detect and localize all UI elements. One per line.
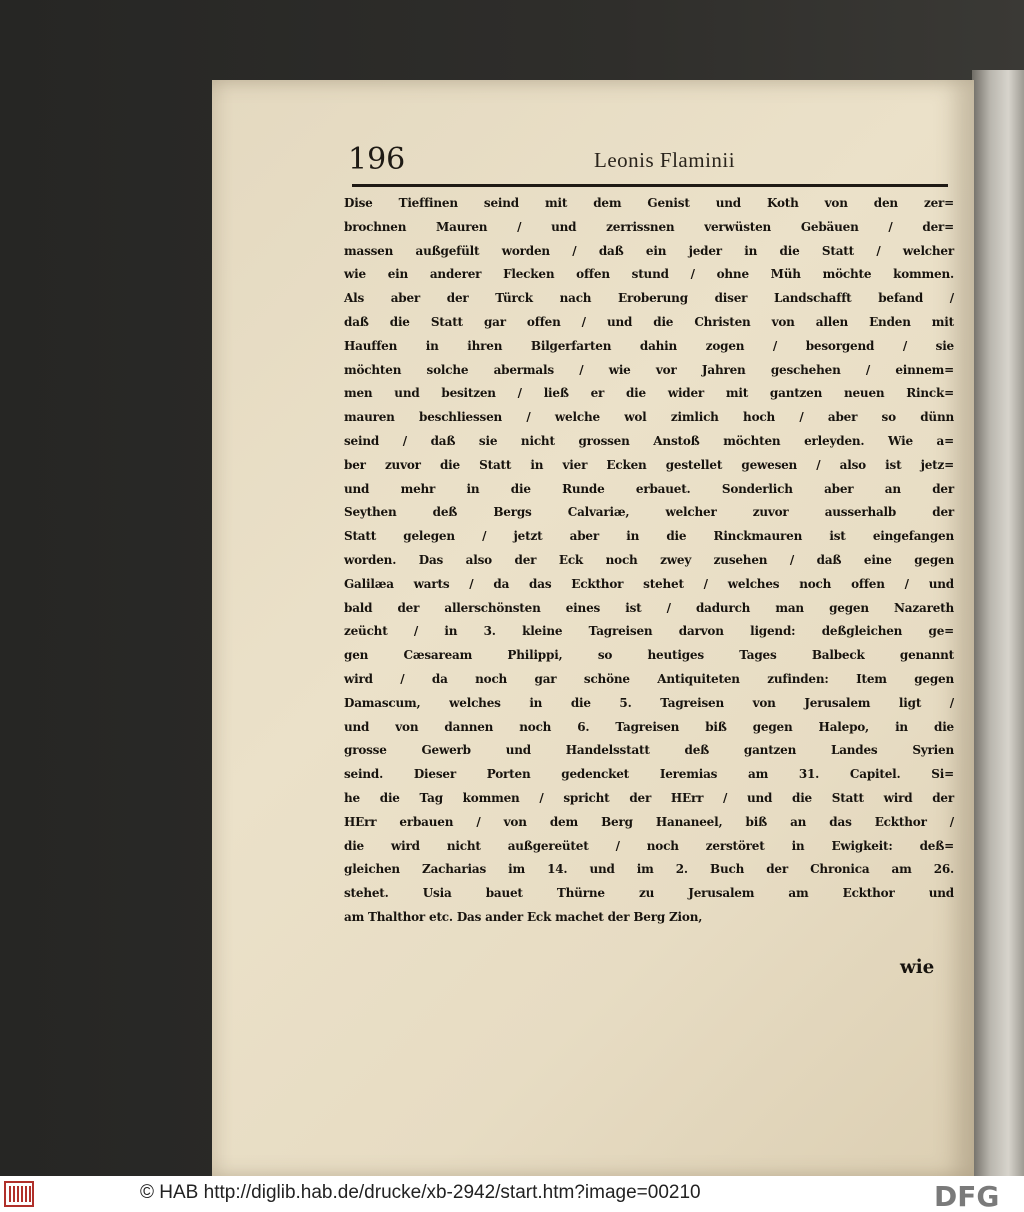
text-line: brochnen Mauren / und zerrissnen verwüsten Gebäuen / der=	[344, 219, 954, 234]
dfg-logo-icon	[934, 1181, 1020, 1209]
text-line: zeücht / in 3. kleine Tagreisen darvon ligend: deßgleichen ge=	[344, 624, 954, 639]
text-line: die wird nicht außgereütet / noch zerstöret in Ewigkeit: deß=	[344, 838, 954, 853]
catchword: wie	[900, 957, 935, 978]
text-line: Damascum, welches in die 5. Tagreisen von Jerusalem ligt /	[344, 695, 954, 710]
text-line: stehet. Usia bauet Thürne zu Jerusalem am Eckthor und	[344, 886, 954, 901]
text-line: gen Cæsaream Philippi, so heutiges Tages Balbeck genannt	[344, 648, 954, 663]
text-line: mauren beschliessen / welche wol zimlich hoch / aber so dünn	[344, 410, 954, 425]
text-line: he die Tag kommen / spricht der HErr / und die Statt wird der	[344, 790, 954, 805]
text-line: am Thalthor etc. Das ander Eck machet der Berg Zion,	[344, 909, 703, 924]
text-line: Statt gelegen / jetzt aber in die Rinckmauren ist eingefangen	[344, 529, 954, 544]
adjacent-page-edge	[972, 70, 1024, 1180]
text-line: möchten solche abermals / wie vor Jahren geschehen / einnem=	[344, 362, 954, 377]
footer-bar	[0, 1176, 1024, 1212]
text-line: massen außgefült worden / daß ein jeder in die Statt / welcher	[344, 243, 954, 258]
copyright-link[interactable]: © HAB http://diglib.hab.de/drucke/xb-2942/start.htm?image=00210	[140, 1182, 701, 1203]
text-line: grosse Gewerb und Handelsstatt deß gantzen Landes Syrien	[344, 743, 954, 758]
text-line: gleichen Zacharias im 14. und im 2. Buch der Chronica am 26.	[344, 862, 954, 877]
text-line: Seythen deß Bergs Calvariæ, welcher zuvor ausserhalb der	[344, 505, 954, 520]
text-line: bald der allerschönsten eines ist / dadurch man gegen Nazareth	[344, 600, 954, 615]
svg-text:DFG: DFG	[934, 1181, 1000, 1209]
text-line: daß die Statt gar offen / und die Christen von allen Enden mit	[344, 314, 954, 329]
text-line: und mehr in die Runde erbauet. Sonderlich aber an der	[344, 481, 954, 496]
hab-logo-icon	[4, 1180, 34, 1208]
text-line: seind. Dieser Porten gedencket Ieremias am 31. Capitel. Si=	[344, 767, 954, 782]
text-line: wie ein anderer Flecken offen stund / ohne Müh möchte kommen.	[344, 267, 954, 282]
text-line: men und besitzen / ließ er die wider mit gantzen neuen Rinck=	[344, 386, 954, 401]
text-line: Hauffen in ihren Bilgerfarten dahin zogen / besorgend / sie	[344, 338, 954, 353]
page-number: 196	[348, 142, 406, 177]
page-header	[348, 142, 948, 182]
text-line: wird / da noch gar schöne Antiquiteten zufinden: Item gegen	[344, 671, 954, 686]
body-text	[344, 192, 954, 930]
text-line: worden. Das also der Eck noch zwey zusehen / daß eine gegen	[344, 552, 954, 567]
text-line: Als aber der Türck nach Eroberung diser Landschafft befand /	[344, 291, 954, 306]
text-line: HErr erbauen / von dem Berg Hananeel, biß an das Eckthor /	[344, 814, 954, 829]
text-line: ber zuvor die Statt in vier Ecken gestellet gewesen / also ist jetz=	[344, 457, 954, 472]
header-rule	[352, 184, 948, 187]
running-head: Leonis Flaminii	[594, 148, 736, 172]
text-line: seind / daß sie nicht grossen Anstoß möchten erleyden. Wie a=	[344, 433, 954, 448]
text-line: Dise Tieffinen seind mit dem Genist und Koth von den zer=	[344, 196, 954, 210]
text-line: und von dannen noch 6. Tagreisen biß gegen Halepo, in die	[344, 719, 954, 734]
text-line: Galilæa warts / da das Eckthor stehet / welches noch offen / und	[344, 576, 954, 591]
